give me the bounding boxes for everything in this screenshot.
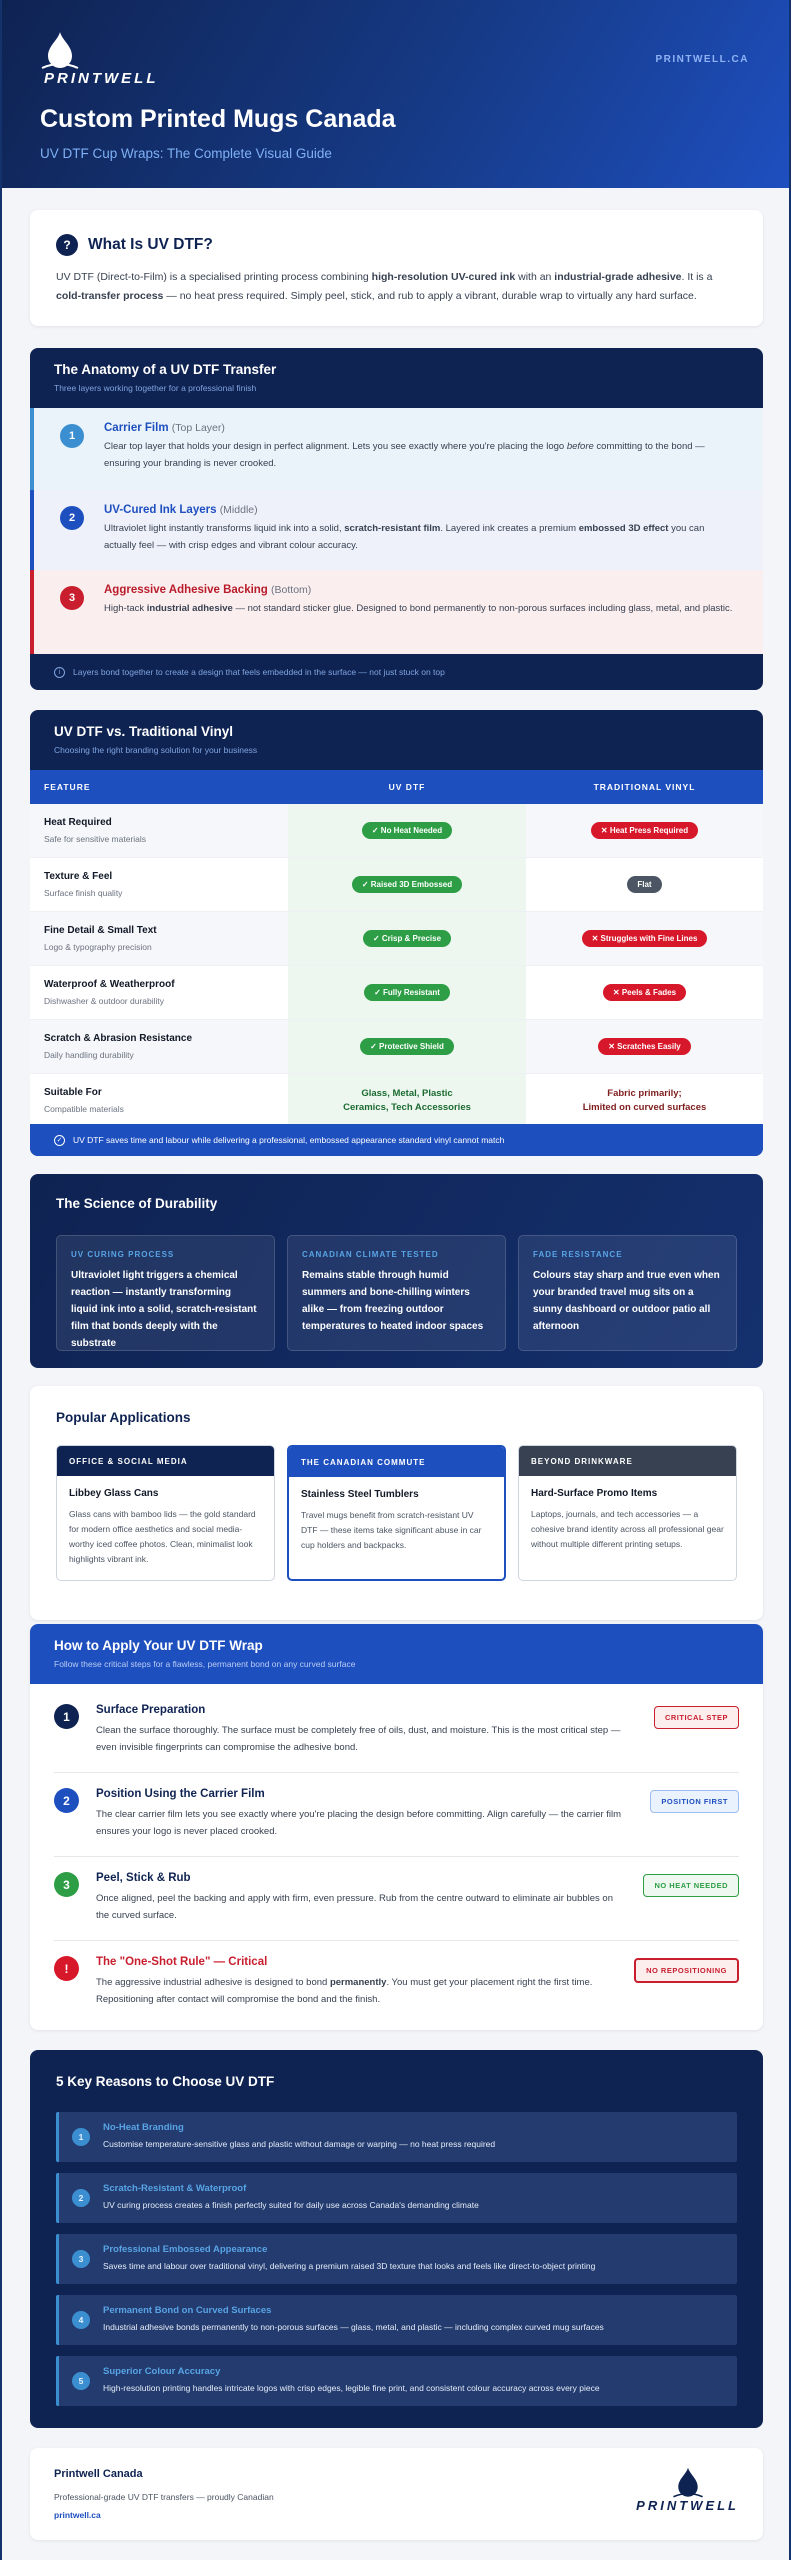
step-4 — [54, 1956, 739, 2008]
divider — [54, 1772, 739, 1773]
desc-text: . Layered ink creates a premium — [440, 523, 579, 534]
cell-text: Fabric primarily; Limited on curved surfaces — [582, 1087, 707, 1113]
layer-tag: (Top Layer) — [171, 422, 225, 434]
status-pill: ✓ Protective Shield — [360, 1038, 454, 1055]
logo-text: PRINTWELL — [44, 70, 159, 87]
reason-description: High-resolution printing handles intricate logos with crisp edges, legible fine print, and consistent colour accuracy across every piece — [103, 2383, 600, 2393]
status-pill: ✓ Crisp & Precise — [363, 930, 451, 947]
layer-uv-ink — [30, 490, 763, 570]
table-body — [30, 804, 763, 1128]
step-number: 1 — [54, 1704, 79, 1729]
comparison-section — [30, 710, 763, 1156]
status-pill: ✕ Heat Press Required — [591, 822, 698, 839]
reason-number: 4 — [72, 2311, 90, 2329]
card-label: BEYOND DRINKWARE — [519, 1446, 736, 1476]
vinyl-cell — [526, 858, 763, 911]
footnote-text: Layers bond together to create a design that feels embedded in the surface — not just stuck on top — [73, 667, 445, 677]
page-subtitle: UV DTF Cup Wraps: The Complete Visual Guide — [40, 146, 332, 161]
layer-title — [104, 422, 739, 434]
status-pill: ✕ Scratches Easily — [598, 1038, 691, 1055]
feature-sub: Compatible materials — [44, 1104, 124, 1114]
layer-carrier-film — [30, 408, 763, 490]
reason-description: Industrial adhesive bonds permanently to non-porous surfaces — glass, metal, and plastic — including complex curved mug surfaces — [103, 2322, 604, 2332]
box-label: FADE RESISTANCE — [533, 1250, 623, 1259]
section-title: 5 Key Reasons to Choose UV DTF — [56, 2074, 275, 2089]
page-title: Custom Printed Mugs Canada — [40, 105, 396, 133]
desc-text: High-tack — [104, 603, 147, 614]
section-subtitle: Three layers working together for a professional finish — [54, 383, 257, 393]
step-description: The clear carrier film lets you see exactly where you're placing the design before committing. Align carefully — the carrier film ensures your logo is never placed crooked. — [96, 1809, 622, 1837]
feature-cell — [30, 912, 288, 965]
ink-drop-icon — [671, 2466, 705, 2500]
feature-name: Suitable For — [44, 1087, 102, 1098]
reason-title: Superior Colour Accuracy — [103, 2366, 221, 2377]
table-row — [30, 912, 763, 966]
section-title: UV DTF vs. Traditional Vinyl — [54, 724, 234, 739]
feature-sub: Dishwasher & outdoor durability — [44, 996, 165, 1006]
step-number: 3 — [54, 1872, 79, 1897]
footnote-text: UV DTF saves time and labour while delivering a professional, embossed appearance standard vinyl cannot match — [73, 1135, 505, 1145]
card-title: Hard-Surface Promo Items — [531, 1488, 658, 1499]
footer — [30, 2448, 763, 2540]
durability-box — [287, 1235, 506, 1351]
body-emphasis: industrial-grade adhesive — [554, 271, 682, 283]
layer-name: UV-Cured Ink Layers — [104, 504, 217, 516]
feature-cell — [30, 804, 288, 857]
card-description: Travel mugs benefit from scratch-resistant UV DTF — these items take significant abuse in car cup holders and backpacks. — [301, 1510, 482, 1550]
reason-item — [56, 2295, 737, 2345]
reason-title: No-Heat Branding — [103, 2122, 184, 2133]
layer-number-badge: 1 — [60, 424, 84, 448]
feature-sub: Logo & typography precision — [44, 942, 152, 952]
apply-section — [30, 1624, 763, 2030]
feature-cell — [30, 858, 288, 911]
layer-description — [104, 438, 739, 472]
layer-number-badge: 2 — [60, 506, 84, 530]
question-icon: ? — [56, 234, 78, 256]
step-2 — [54, 1788, 739, 1840]
desc-emphasis: scratch-resistant film — [344, 523, 441, 534]
reason-number: 5 — [72, 2372, 90, 2390]
desc-text: Ultraviolet light instantly transforms liquid ink into a solid, — [104, 523, 345, 534]
divider — [54, 1856, 739, 1857]
section-body — [56, 268, 737, 306]
step-title: The "One-Shot Rule" — Critical — [96, 1956, 268, 1968]
body-emphasis: cold-transfer process — [56, 290, 164, 302]
step-description: Clean the surface thoroughly. The surface must be completely free of oils, dust, and moisture. This is the most critical step — even invisible fingerprints can compromise the adhesive bond. — [96, 1725, 621, 1753]
step-description: Once aligned, peel the backing and apply with firm, even pressure. Rub from the centre outward to eliminate air bubbles on the curved surface. — [96, 1893, 613, 1921]
divider — [54, 1940, 739, 1941]
vinyl-cell — [526, 1074, 763, 1127]
reason-item — [56, 2356, 737, 2406]
step-badge: NO HEAT NEEDED — [643, 1874, 739, 1897]
uv-dtf-cell — [288, 966, 526, 1019]
feature-name: Scratch & Abrasion Resistance — [44, 1033, 193, 1044]
status-pill: ✓ Raised 3D Embossed — [352, 876, 462, 893]
desc-text: . You must get your placement right the first time. Repositioning after contact will compromise the bond and the finish. — [96, 1977, 593, 2005]
step-title: Position Using the Carrier Film — [96, 1788, 265, 1800]
table-row — [30, 1020, 763, 1074]
footer-logo[interactable] — [636, 2466, 739, 2513]
ink-drop-icon — [40, 30, 80, 72]
application-card — [518, 1445, 737, 1581]
section-subtitle: Choosing the right branding solution for your business — [54, 745, 258, 755]
box-label: CANADIAN CLIMATE TESTED — [302, 1250, 439, 1259]
card-title: Libbey Glass Cans — [69, 1488, 159, 1499]
comparison-footnote — [30, 1124, 763, 1156]
card-label: OFFICE & SOCIAL MEDIA — [57, 1446, 274, 1476]
box-text: Remains stable through humid summers and bone-chilling winters alike — from freezing outdoor temperatures to heated indoor spaces — [302, 1270, 484, 1332]
reason-title: Permanent Bond on Curved Surfaces — [103, 2305, 272, 2316]
anatomy-footnote — [30, 654, 763, 690]
box-text: Ultraviolet light triggers a chemical reaction — instantly transforming liquid ink into a solid, scratch-resistant film that bonds deeply with the substrate — [71, 1270, 257, 1349]
reason-description: UV curing process creates a finish perfectly suited for daily use across Canada's demanding climate — [103, 2200, 479, 2210]
layer-title — [104, 584, 739, 596]
layer-tag: (Middle) — [219, 504, 258, 516]
layer-adhesive — [30, 570, 763, 654]
step-badge: POSITION FIRST — [650, 1790, 739, 1813]
printwell-logo[interactable] — [40, 30, 751, 87]
body-text: — no heat press required. Simply peel, stick, and rub to apply a vibrant, durable wrap to virtually any hard surface. — [163, 290, 697, 302]
table-row — [30, 1074, 763, 1128]
section-title: The Anatomy of a UV DTF Transfer — [54, 362, 277, 377]
applications-section — [30, 1386, 763, 1620]
status-pill: ✕ Peels & Fades — [603, 984, 686, 1001]
feature-cell — [30, 966, 288, 1019]
reason-number: 3 — [72, 2250, 90, 2268]
desc-emphasis: before — [566, 441, 594, 452]
section-title: How to Apply Your UV DTF Wrap — [54, 1638, 263, 1653]
feature-sub: Daily handling durability — [44, 1050, 134, 1060]
desc-emphasis: permanently — [329, 1977, 387, 1988]
durability-section — [30, 1174, 763, 1368]
application-card — [56, 1445, 275, 1581]
section-title: The Science of Durability — [56, 1196, 218, 1211]
step-badge: CRITICAL STEP — [654, 1706, 739, 1729]
hero-header — [2, 0, 789, 188]
card-description: Glass cans with bamboo lids — the gold standard for modern office aesthetics and social media-worthy iced coffee photos. Clean, minimalist look highlights vibrant ink. — [69, 1509, 256, 1564]
table-row — [30, 804, 763, 858]
body-emphasis: high-resolution UV-cured ink — [371, 271, 516, 283]
reason-item — [56, 2112, 737, 2162]
feature-name: Fine Detail & Small Text — [44, 925, 157, 936]
vinyl-cell — [526, 1020, 763, 1073]
layer-name: Carrier Film — [104, 422, 169, 434]
box-label: UV CURING PROCESS — [71, 1250, 175, 1259]
durability-box — [56, 1235, 275, 1351]
layer-description — [104, 520, 739, 554]
desc-text: — not standard sticker glue. Designed to bond permanently to non-porous surfaces including glass, metal, and plastic. — [232, 603, 733, 614]
body-text: with an — [515, 271, 555, 283]
feature-cell — [30, 1020, 288, 1073]
body-text: UV DTF (Direct-to-Film) is a specialised printing process combining — [56, 271, 372, 283]
vinyl-cell — [526, 966, 763, 1019]
reason-item — [56, 2173, 737, 2223]
reason-description: Saves time and labour over traditional vinyl, delivering a premium raised 3D texture that looks and feels like direct-to-object printing — [103, 2261, 596, 2271]
body-text: . It is a — [681, 271, 713, 283]
table-row — [30, 966, 763, 1020]
reason-number: 1 — [72, 2128, 90, 2146]
application-card — [287, 1445, 506, 1581]
section-subtitle: Follow these critical steps for a flawless, permanent bond on any curved surface — [54, 1659, 356, 1669]
uv-dtf-cell — [288, 1074, 526, 1127]
logo-text: PRINTWELL — [636, 2498, 739, 2513]
reasons-section — [30, 2050, 763, 2428]
uv-dtf-cell — [288, 804, 526, 857]
vinyl-cell — [526, 912, 763, 965]
check-circle-icon: ✓ — [54, 1135, 65, 1146]
step-number: 2 — [54, 1788, 79, 1813]
info-icon: i — [54, 667, 65, 678]
box-text: Colours stay sharp and true even when your branded travel mug sits on a sunny dashboard or outdoor patio all afternoon — [533, 1270, 720, 1332]
status-pill: ✓ Fully Resistant — [364, 984, 450, 1001]
table-header-row — [30, 770, 763, 804]
reason-number: 2 — [72, 2189, 90, 2207]
feature-name: Heat Required — [44, 817, 112, 828]
anatomy-section — [30, 348, 763, 690]
layer-tag: (Bottom) — [271, 584, 312, 596]
layer-name: Aggressive Adhesive Backing — [104, 584, 268, 596]
step-title: Surface Preparation — [96, 1704, 206, 1716]
what-is-section — [30, 210, 763, 326]
footer-link[interactable]: printwell.ca — [54, 2510, 101, 2520]
layer-number-badge: 3 — [60, 586, 84, 610]
site-url-link[interactable]: PRINTWELL.CA — [655, 54, 749, 65]
status-pill: ✕ Struggles with Fine Lines — [582, 930, 708, 947]
comparison-table — [30, 770, 763, 1128]
uv-dtf-cell — [288, 858, 526, 911]
step-3 — [54, 1872, 739, 1924]
warning-icon: ! — [54, 1956, 79, 1981]
card-description: Laptops, journals, and tech accessories — a cohesive brand identity across all professional gear without multiple different printing setups. — [531, 1509, 724, 1549]
uv-dtf-cell — [288, 912, 526, 965]
card-title: Stainless Steel Tumblers — [301, 1489, 419, 1500]
column-header: TRADITIONAL VINYL — [593, 782, 696, 792]
reason-description: Customise temperature-sensitive glass and plastic without damage or warping — no heat press required — [103, 2139, 496, 2149]
reason-title: Scratch-Resistant & Waterproof — [103, 2183, 247, 2194]
column-header: FEATURE — [44, 782, 91, 792]
column-header: UV DTF — [388, 782, 426, 792]
desc-emphasis: industrial adhesive — [146, 603, 233, 614]
table-row — [30, 858, 763, 912]
status-pill: Flat — [627, 876, 661, 893]
desc-text: you can actually feel — with crisp edges and vibrant colour accuracy. — [104, 523, 705, 551]
reason-item — [56, 2234, 737, 2284]
desc-text: committing to the bond — ensuring your branding is never crooked. — [104, 441, 705, 469]
step-title: Peel, Stick & Rub — [96, 1872, 191, 1884]
desc-text: Clear top layer that holds your design in perfect alignment. Lets you see exactly where you're placing the logo — [104, 441, 567, 452]
feature-cell — [30, 1074, 288, 1127]
vinyl-cell — [526, 804, 763, 857]
layer-description — [104, 600, 739, 617]
durability-box — [518, 1235, 737, 1351]
feature-sub: Surface finish quality — [44, 888, 123, 898]
footer-tagline: Professional-grade UV DTF transfers — proudly Canadian — [54, 2492, 274, 2502]
reason-title: Professional Embossed Appearance — [103, 2244, 268, 2255]
step-badge: NO REPOSITIONING — [634, 1958, 739, 1983]
section-title: Popular Applications — [56, 1410, 191, 1425]
feature-name: Waterproof & Weatherproof — [44, 979, 175, 990]
status-pill: ✓ No Heat Needed — [362, 822, 452, 839]
uv-dtf-cell — [288, 1020, 526, 1073]
feature-name: Texture & Feel — [44, 871, 113, 882]
layer-title — [104, 504, 739, 516]
desc-emphasis: embossed 3D effect — [578, 523, 669, 534]
step-description — [96, 1974, 626, 2008]
cell-text: Glass, Metal, Plastic Ceramics, Tech Accessories — [343, 1087, 471, 1113]
section-title: What Is UV DTF? — [88, 236, 213, 253]
desc-text: The aggressive industrial adhesive is designed to bond — [96, 1977, 330, 1988]
card-label: THE CANADIAN COMMUTE — [289, 1447, 504, 1477]
feature-sub: Safe for sensitive materials — [44, 834, 147, 844]
footer-company-name: Printwell Canada — [54, 2468, 143, 2480]
step-1 — [54, 1704, 739, 1756]
